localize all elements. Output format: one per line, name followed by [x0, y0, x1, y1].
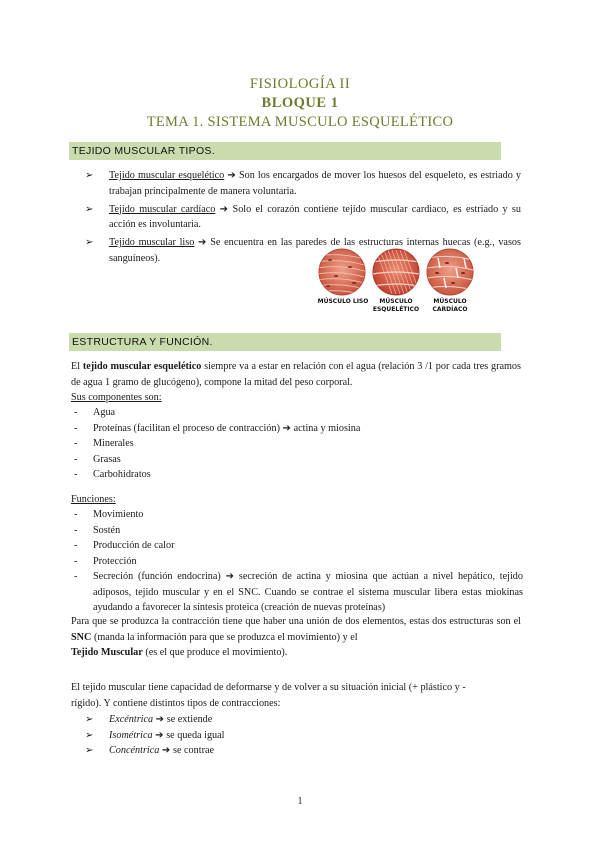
- course-title: FISIOLOGÍA II: [249, 76, 351, 92]
- list-item: ➢ Concéntrica ➔ se contrae: [85, 743, 385, 759]
- list-item: ➢ Tejido muscular liso ➔ Se encuentra en las paredes de las estructuras internas huecas (e.g., vasos sanguíneos).: [85, 237, 521, 264]
- list-item: - Movimiento: [74, 509, 144, 520]
- skeletal-muscle-circle: [373, 249, 420, 295]
- description: Se encuentra en las paredes de las estructuras internas huecas (e.g., vasos sanguíneos).: [109, 237, 521, 264]
- description: Solo el corazón contiene tejido muscular cardiaco, es estriado y su acción es involuntaria.: [109, 203, 521, 230]
- contraction-paragraph: Para que se produzca la contracción tiene que haber una unión de dos elementos, estas dos estructuras son el SNC (manda la información para que se produzca el movimiento) y el Tejido Muscular (es el que produce el movimiento).: [71, 616, 521, 658]
- functions-list: [71, 507, 523, 616]
- bold-term: SNC: [71, 631, 92, 643]
- list-item: - Carbohidratos: [74, 469, 151, 480]
- label-cardiac-muscle: MÚSCULO CARDÍACO: [432, 298, 468, 313]
- components-list: [71, 405, 523, 483]
- page-number: 1: [297, 796, 303, 807]
- list-item: - Grasas: [74, 453, 121, 465]
- list-item: - Proteínas (facilitan el proceso de contracción) ➔ actina y miosina: [74, 422, 361, 434]
- list-item: - Secreción (función endocrina) ➔ secreción de actina y miosina que actúan a nivel hepático, tejido adiposos, tejido muscular y en el SNC. Cuando se contrae el sistema muscular libera estas miokinas ayudando a favorecer la síntesis proteica (creación de nuevas proteínas): [74, 571, 523, 613]
- term: Tejido muscular liso: [109, 237, 195, 248]
- section-heading-tipos: TEJIDO MUSCULAR TIPOS.: [69, 142, 501, 160]
- arrowhead-bullet-icon: ➢: [85, 745, 94, 756]
- list-item: - Minerales: [74, 438, 134, 449]
- term: Tejido muscular esquelético: [109, 170, 225, 181]
- arrowhead-bullet-icon: ➢: [85, 203, 94, 215]
- contraction-types-list: [85, 712, 385, 759]
- label-skeletal-muscle: MÚSCULO ESQUELÉTICO: [372, 298, 420, 313]
- deformation-paragraph: El tejido muscular tiene capacidad de deformarse y de volver a su situación inicial (+ plástico y - rígido). Y contiene distintos tipos de contracciones:: [71, 682, 466, 709]
- list-item: ➢ Isométrica ➔ se queda igual: [85, 728, 385, 744]
- section-heading-estructura: ESTRUCTURA Y FUNCIÓN.: [69, 333, 501, 351]
- list-item: ➢ Excéntrica ➔ se extiende: [85, 712, 385, 728]
- arrowhead-bullet-icon: ➢: [85, 170, 94, 181]
- list-item: - Agua: [74, 407, 116, 418]
- topic-title: TEMA 1. SISTEMA MUSCULO ESQUELÉTICO: [146, 114, 454, 130]
- components-label: Sus componentes son:: [71, 392, 162, 403]
- intro-paragraph: El tejido muscular esquelético siempre va a estar en relación con el agua (relación 3 /1 por cada tres gramos de agua 1 gramo de glucógeno), compone la mitad del peso corporal. Sus componentes son:: [71, 359, 521, 406]
- list-item: - Sostén: [74, 524, 121, 536]
- cardiac-muscle-circle: [427, 249, 473, 295]
- block-title: BLOQUE 1: [261, 95, 339, 111]
- list-item: - Producción de calor: [74, 540, 175, 551]
- bold-term: Tejido Muscular: [71, 647, 143, 658]
- arrowhead-bullet-icon: ➢: [85, 237, 94, 248]
- arrowhead-bullet-icon: ➢: [85, 729, 94, 741]
- term: Tejido muscular cardíaco: [109, 203, 216, 215]
- list-item: ➢ Tejido muscular esquelético ➔ Son los encargados de mover los huesos del esqueleto, es estriado y trabajan principalmente de manera voluntaria.: [85, 170, 521, 197]
- muscle-types-figure: [316, 248, 476, 320]
- muscle-tissue-illustration: [316, 248, 476, 296]
- arrowhead-bullet-icon: ➢: [85, 714, 94, 725]
- list-item: ➢ Tejido muscular cardíaco ➔ Solo el corazón contiene tejido muscular cardiaco, es estriado y su acción es involuntaria.: [85, 203, 521, 230]
- description: Son los encargados de mover los huesos del esqueleto, es estriado y trabajan principalmente de manera voluntaria.: [109, 170, 521, 197]
- label-smooth-muscle: MÚSCULO LISO: [317, 298, 369, 305]
- smooth-muscle-circle: [316, 249, 368, 296]
- functions-label: Funciones:: [71, 494, 116, 505]
- list-item: - Protección: [74, 555, 137, 567]
- bold-term: tejido muscular esquelético: [82, 361, 202, 372]
